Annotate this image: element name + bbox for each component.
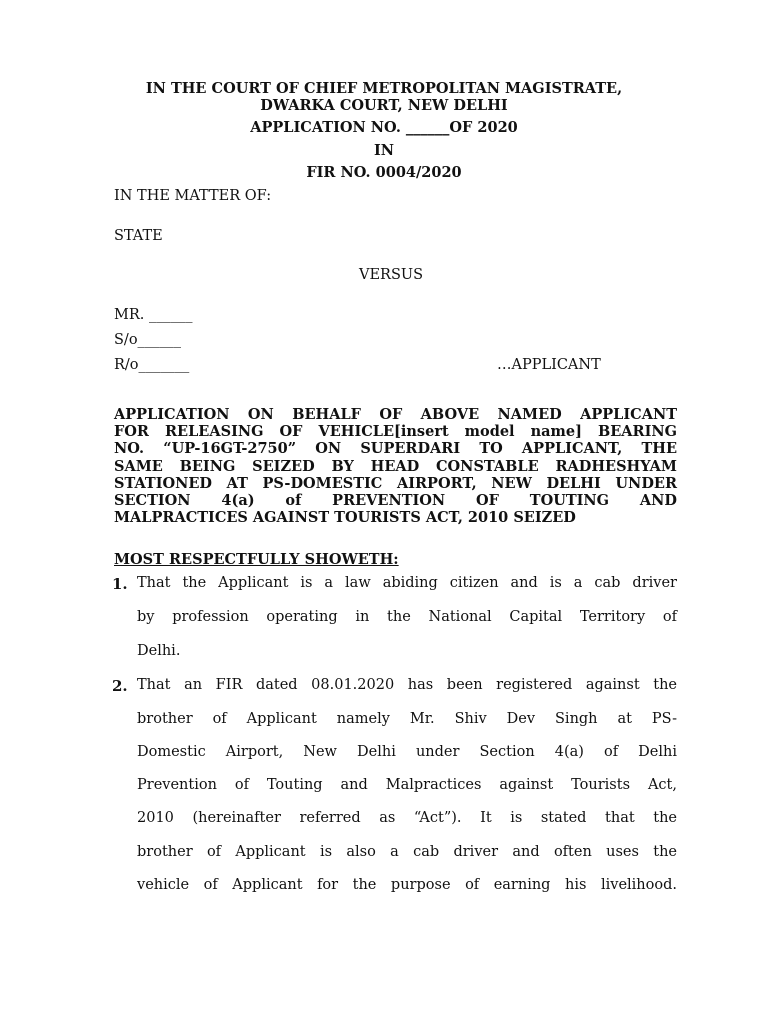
paragraph-line: That an FIR dated 08.01.2020 has been registered against the: [137, 677, 677, 693]
application-title-line: SECTION 4(a) of PREVENTION OF TOUTING AND: [114, 492, 677, 510]
applicant-label: …APPLICANT: [497, 357, 601, 373]
application-title-line: STATIONED AT PS-DOMESTIC AIRPORT, NEW DELHI UNDER: [114, 474, 677, 492]
paragraph-line: Prevention of Touting and Malpractices against Tourists Act,: [137, 777, 677, 793]
paragraph-line: Domestic Airport, New Delhi under Section 4(a) of Delhi: [137, 744, 677, 760]
application-title-line: NO. “UP-16GT-2750” ON SUPERDARI TO APPLICANT, THE: [114, 440, 677, 458]
court-title-line1: IN THE COURT OF CHIEF METROPOLITAN MAGISTRATE,: [145, 80, 623, 97]
section-heading: MOST RESPECTFULLY SHOWETH:: [114, 551, 399, 568]
application-title-line: SAME BEING SEIZED BY HEAD CONSTABLE RADHESHYAM: [114, 457, 677, 475]
paragraph-line: 2010 (hereinafter referred as “Act”). It is stated that the: [137, 810, 677, 826]
respondent-resident-of: R/o_______: [114, 357, 190, 373]
application-number: APPLICATION NO. ______OF 2020: [250, 119, 518, 136]
paragraph-number: 2.: [112, 677, 128, 695]
application-title-line: APPLICATION ON BEHALF OF ABOVE NAMED APPLICANT: [114, 406, 677, 423]
paragraph-line: brother of Applicant is also a cab driver and often uses the: [137, 844, 677, 860]
in-label: IN: [373, 142, 395, 159]
respondent-name: MR. ______: [114, 307, 193, 323]
paragraph-number: 1.: [112, 575, 128, 593]
in-the-matter-of: IN THE MATTER OF:: [114, 188, 272, 204]
paragraph-line: Delhi.: [137, 643, 181, 659]
respondent-son-of: S/o______: [114, 332, 182, 348]
paragraph-line: brother of Applicant namely Mr. Shiv Dev Singh at PS-: [137, 711, 677, 727]
paragraph-line: vehicle of Applicant for the purpose of earning his livelihood.: [137, 877, 677, 893]
application-title: [114, 406, 677, 526]
party-state: STATE: [114, 228, 163, 244]
versus-label: VERSUS: [359, 267, 424, 283]
application-title-line: FOR RELEASING OF VEHICLE[insert model name] BEARING: [114, 423, 677, 441]
fir-number: FIR NO. 0004/2020: [306, 164, 462, 181]
paragraph-line: That the Applicant is a law abiding citizen and is a cab driver: [137, 575, 677, 591]
court-title-line2: DWARKA COURT, NEW DELHI: [260, 97, 508, 114]
application-title-line: MALPRACTICES AGAINST TOURISTS ACT, 2010 SEIZED: [114, 509, 576, 527]
paragraph-line: by profession operating in the National Capital Territory of: [137, 609, 677, 625]
